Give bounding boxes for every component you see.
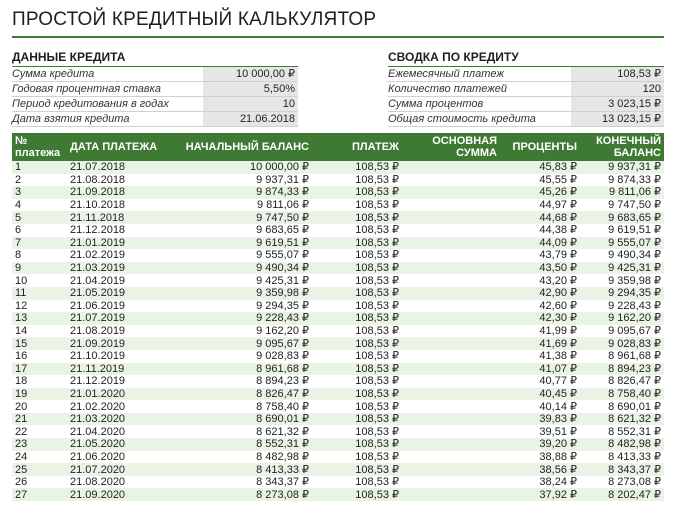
cell-interest[interactable]: 43,50 ₽ <box>500 262 580 275</box>
cell-end-balance[interactable]: 9 811,06 ₽ <box>580 186 664 199</box>
loan-date-input[interactable]: 21.06.2018 <box>203 112 298 126</box>
cell-number[interactable]: 9 <box>12 262 67 275</box>
cell-end-balance[interactable]: 8 621,32 ₽ <box>580 413 664 426</box>
cell-interest[interactable]: 38,56 ₽ <box>500 463 580 476</box>
cell-interest[interactable]: 43,20 ₽ <box>500 274 580 287</box>
cell-number[interactable]: 3 <box>12 186 67 199</box>
cell-interest[interactable]: 41,38 ₽ <box>500 350 580 363</box>
total-cost-label: Общая стоимость кредита <box>388 113 536 125</box>
cell-end-balance[interactable]: 9 683,65 ₽ <box>580 211 664 224</box>
cell-number[interactable]: 2 <box>12 174 67 187</box>
cell-principal[interactable] <box>402 300 500 313</box>
cell-end-balance[interactable]: 9 619,51 ₽ <box>580 224 664 237</box>
cell-start-balance[interactable]: 9 359,98 ₽ <box>162 287 312 300</box>
cell-payment[interactable]: 108,53 ₽ <box>312 488 402 501</box>
cell-payment[interactable]: 108,53 ₽ <box>312 274 402 287</box>
cell-interest[interactable]: 42,90 ₽ <box>500 287 580 300</box>
cell-number[interactable]: 11 <box>12 287 67 300</box>
cell-date[interactable]: 21.03.2020 <box>67 413 162 426</box>
cell-payment[interactable]: 108,53 ₽ <box>312 249 402 262</box>
cell-end-balance[interactable]: 9 162,20 ₽ <box>580 312 664 325</box>
table-row <box>12 363 664 376</box>
cell-interest[interactable]: 39,83 ₽ <box>500 413 580 426</box>
cell-start-balance[interactable]: 9 294,35 ₽ <box>162 300 312 313</box>
cell-date[interactable]: 21.03.2019 <box>67 262 162 275</box>
cell-interest[interactable]: 44,38 ₽ <box>500 224 580 237</box>
table-row <box>12 400 664 413</box>
cell-start-balance[interactable]: 9 162,20 ₽ <box>162 325 312 338</box>
cell-end-balance[interactable]: 9 294,35 ₽ <box>580 287 664 300</box>
cell-end-balance[interactable]: 9 228,43 ₽ <box>580 300 664 313</box>
cell-interest[interactable]: 38,88 ₽ <box>500 451 580 464</box>
cell-number[interactable]: 21 <box>12 413 67 426</box>
cell-interest[interactable]: 45,83 ₽ <box>500 161 580 174</box>
table-row <box>12 463 664 476</box>
cell-start-balance[interactable]: 8 552,31 ₽ <box>162 438 312 451</box>
cell-date[interactable]: 21.06.2019 <box>67 300 162 313</box>
cell-end-balance[interactable]: 8 482,98 ₽ <box>580 438 664 451</box>
table-row <box>12 476 664 489</box>
cell-payment[interactable]: 108,53 ₽ <box>312 375 402 388</box>
cell-payment[interactable]: 108,53 ₽ <box>312 463 402 476</box>
cell-payment[interactable]: 108,53 ₽ <box>312 388 402 401</box>
cell-end-balance[interactable]: 9 490,34 ₽ <box>580 249 664 262</box>
payment-schedule-table <box>12 133 664 501</box>
cell-payment[interactable]: 108,53 ₽ <box>312 199 402 212</box>
cell-principal[interactable] <box>402 337 500 350</box>
cell-date[interactable]: 21.04.2020 <box>67 425 162 438</box>
loan-period-input[interactable]: 10 <box>203 97 298 111</box>
cell-date[interactable]: 21.05.2019 <box>67 287 162 300</box>
cell-start-balance[interactable]: 9 937,31 ₽ <box>162 174 312 187</box>
cell-payment[interactable]: 108,53 ₽ <box>312 325 402 338</box>
cell-date[interactable]: 21.08.2018 <box>67 174 162 187</box>
cell-number[interactable]: 18 <box>12 375 67 388</box>
cell-number[interactable]: 13 <box>12 312 67 325</box>
cell-principal[interactable] <box>402 388 500 401</box>
cell-principal[interactable] <box>402 375 500 388</box>
cell-start-balance[interactable]: 9 747,50 ₽ <box>162 211 312 224</box>
cell-number[interactable]: 16 <box>12 350 67 363</box>
cell-interest[interactable]: 42,60 ₽ <box>500 300 580 313</box>
cell-end-balance[interactable]: 8 961,68 ₽ <box>580 350 664 363</box>
cell-principal[interactable] <box>402 325 500 338</box>
cell-interest[interactable]: 40,77 ₽ <box>500 375 580 388</box>
table-row <box>12 388 664 401</box>
cell-interest[interactable]: 42,30 ₽ <box>500 312 580 325</box>
col-header-principal[interactable]: ОСНОВНАЯ СУММА <box>402 133 500 161</box>
cell-principal[interactable] <box>402 451 500 464</box>
cell-payment[interactable]: 108,53 ₽ <box>312 224 402 237</box>
cell-payment[interactable]: 108,53 ₽ <box>312 174 402 187</box>
cell-end-balance[interactable]: 8 202,47 ₽ <box>580 488 664 501</box>
cell-interest[interactable]: 44,09 ₽ <box>500 237 580 250</box>
cell-interest[interactable]: 41,69 ₽ <box>500 337 580 350</box>
cell-number[interactable]: 26 <box>12 476 67 489</box>
loan-amount-row <box>12 67 298 82</box>
cell-principal[interactable] <box>402 287 500 300</box>
loan-summary-heading: СВОДКА ПО КРЕДИТУ <box>388 50 664 67</box>
cell-number[interactable]: 20 <box>12 400 67 413</box>
cell-start-balance[interactable]: 9 028,83 ₽ <box>162 350 312 363</box>
cell-payment[interactable]: 108,53 ₽ <box>312 413 402 426</box>
cell-principal[interactable] <box>402 413 500 426</box>
cell-interest[interactable]: 43,79 ₽ <box>500 249 580 262</box>
cell-payment[interactable]: 108,53 ₽ <box>312 425 402 438</box>
cell-start-balance[interactable]: 9 811,06 ₽ <box>162 199 312 212</box>
cell-start-balance[interactable]: 8 482,98 ₽ <box>162 451 312 464</box>
cell-start-balance[interactable]: 8 894,23 ₽ <box>162 375 312 388</box>
cell-principal[interactable] <box>402 237 500 250</box>
col-header-date[interactable]: ДАТА ПЛАТЕЖА <box>67 133 162 161</box>
cell-payment[interactable]: 108,53 ₽ <box>312 438 402 451</box>
cell-principal[interactable] <box>402 224 500 237</box>
cell-number[interactable]: 6 <box>12 224 67 237</box>
cell-end-balance[interactable]: 9 095,67 ₽ <box>580 325 664 338</box>
cell-number[interactable]: 22 <box>12 425 67 438</box>
table-row <box>12 211 664 224</box>
table-row <box>12 186 664 199</box>
cell-principal[interactable] <box>402 174 500 187</box>
cell-payment[interactable]: 108,53 ₽ <box>312 211 402 224</box>
table-row <box>12 249 664 262</box>
table-row <box>12 425 664 438</box>
cell-end-balance[interactable]: 8 758,40 ₽ <box>580 388 664 401</box>
cell-date[interactable]: 21.04.2019 <box>67 274 162 287</box>
cell-end-balance[interactable]: 9 425,31 ₽ <box>580 262 664 275</box>
cell-date[interactable]: 21.12.2019 <box>67 375 162 388</box>
cell-number[interactable]: 7 <box>12 237 67 250</box>
cell-interest[interactable]: 40,14 ₽ <box>500 400 580 413</box>
cell-number[interactable]: 15 <box>12 337 67 350</box>
cell-principal[interactable] <box>402 161 500 174</box>
loan-period-row <box>12 97 298 112</box>
table-row <box>12 337 664 350</box>
cell-date[interactable]: 21.10.2019 <box>67 350 162 363</box>
cell-number[interactable]: 24 <box>12 451 67 464</box>
interest-rate-row <box>12 82 298 97</box>
cell-date[interactable]: 21.06.2020 <box>67 451 162 464</box>
cell-start-balance[interactable]: 8 621,32 ₽ <box>162 425 312 438</box>
total-cost-row <box>388 112 664 127</box>
cell-principal[interactable] <box>402 211 500 224</box>
cell-start-balance[interactable]: 9 490,34 ₽ <box>162 262 312 275</box>
table-row <box>12 300 664 313</box>
table-row <box>12 488 664 501</box>
cell-end-balance[interactable]: 8 413,33 ₽ <box>580 451 664 464</box>
cell-start-balance[interactable]: 9 683,65 ₽ <box>162 224 312 237</box>
cell-interest[interactable]: 38,24 ₽ <box>500 476 580 489</box>
cell-date[interactable]: 21.02.2020 <box>67 400 162 413</box>
cell-payment[interactable]: 108,53 ₽ <box>312 312 402 325</box>
cell-start-balance[interactable]: 8 343,37 ₽ <box>162 476 312 489</box>
cell-number[interactable]: 17 <box>12 363 67 376</box>
cell-number[interactable]: 1 <box>12 161 67 174</box>
cell-principal[interactable] <box>402 363 500 376</box>
cell-end-balance[interactable]: 8 690,01 ₽ <box>580 400 664 413</box>
cell-principal[interactable] <box>402 438 500 451</box>
cell-principal[interactable] <box>402 249 500 262</box>
cell-interest[interactable]: 44,68 ₽ <box>500 211 580 224</box>
cell-payment[interactable]: 108,53 ₽ <box>312 287 402 300</box>
cell-date[interactable]: 21.09.2019 <box>67 337 162 350</box>
cell-payment[interactable]: 108,53 ₽ <box>312 237 402 250</box>
cell-payment[interactable]: 108,53 ₽ <box>312 363 402 376</box>
cell-payment[interactable]: 108,53 ₽ <box>312 300 402 313</box>
cell-principal[interactable] <box>402 186 500 199</box>
page-title: ПРОСТОЙ КРЕДИТНЫЙ КАЛЬКУЛЯТОР <box>12 9 377 30</box>
payment-count-row <box>388 82 664 97</box>
cell-date[interactable]: 21.01.2019 <box>67 237 162 250</box>
table-row <box>12 237 664 250</box>
cell-end-balance[interactable]: 9 359,98 ₽ <box>580 274 664 287</box>
cell-number[interactable]: 10 <box>12 274 67 287</box>
cell-principal[interactable] <box>402 400 500 413</box>
payment-schedule-body <box>12 161 664 501</box>
monthly-payment-label: Ежемесячный платеж <box>388 68 504 80</box>
cell-start-balance[interactable]: 9 874,33 ₽ <box>162 186 312 199</box>
cell-payment[interactable]: 108,53 ₽ <box>312 262 402 275</box>
col-header-start-balance[interactable]: НАЧАЛЬНЫЙ БАЛАНС <box>162 133 312 161</box>
cell-payment[interactable]: 108,53 ₽ <box>312 337 402 350</box>
table-row <box>12 262 664 275</box>
cell-payment[interactable]: 108,53 ₽ <box>312 186 402 199</box>
cell-interest[interactable]: 45,55 ₽ <box>500 174 580 187</box>
table-row <box>12 325 664 338</box>
cell-start-balance[interactable]: 8 690,01 ₽ <box>162 413 312 426</box>
cell-date[interactable]: 21.05.2020 <box>67 438 162 451</box>
cell-principal[interactable] <box>402 488 500 501</box>
cell-end-balance[interactable]: 8 826,47 ₽ <box>580 375 664 388</box>
cell-interest[interactable]: 40,45 ₽ <box>500 388 580 401</box>
table-row <box>12 413 664 426</box>
cell-interest[interactable]: 39,20 ₽ <box>500 438 580 451</box>
cell-interest[interactable]: 45,26 ₽ <box>500 186 580 199</box>
table-header-row <box>12 133 664 161</box>
cell-date[interactable]: 21.10.2018 <box>67 199 162 212</box>
cell-end-balance[interactable]: 8 273,08 ₽ <box>580 476 664 489</box>
total-interest-label: Сумма процентов <box>388 98 484 110</box>
cell-end-balance[interactable]: 9 555,07 ₽ <box>580 237 664 250</box>
table-row <box>12 224 664 237</box>
cell-principal[interactable] <box>402 476 500 489</box>
table-row <box>12 199 664 212</box>
cell-start-balance[interactable]: 8 413,33 ₽ <box>162 463 312 476</box>
cell-payment[interactable]: 108,53 ₽ <box>312 350 402 363</box>
cell-number[interactable]: 5 <box>12 211 67 224</box>
cell-number[interactable]: 19 <box>12 388 67 401</box>
cell-principal[interactable] <box>402 425 500 438</box>
table-row <box>12 287 664 300</box>
loan-date-row <box>12 112 298 127</box>
cell-payment[interactable]: 108,53 ₽ <box>312 451 402 464</box>
cell-start-balance[interactable]: 8 961,68 ₽ <box>162 363 312 376</box>
col-header-payment[interactable]: ПЛАТЕЖ <box>312 133 402 161</box>
table-row <box>12 438 664 451</box>
cell-payment[interactable]: 108,53 ₽ <box>312 476 402 489</box>
cell-principal[interactable] <box>402 274 500 287</box>
table-row <box>12 161 664 174</box>
loan-data-heading: ДАННЫЕ КРЕДИТА <box>12 50 298 67</box>
cell-start-balance[interactable]: 9 425,31 ₽ <box>162 274 312 287</box>
cell-start-balance[interactable]: 9 555,07 ₽ <box>162 249 312 262</box>
cell-date[interactable]: 21.02.2019 <box>67 249 162 262</box>
payment-count-label: Количество платежей <box>388 83 508 95</box>
cell-end-balance[interactable]: 8 552,31 ₽ <box>580 425 664 438</box>
payment-count-value: 120 <box>571 82 664 96</box>
cell-date[interactable]: 21.11.2018 <box>67 211 162 224</box>
loan-data-panel <box>12 50 298 127</box>
total-interest-row <box>388 97 664 112</box>
cell-principal[interactable] <box>402 312 500 325</box>
monthly-payment-value: 108,53 ₽ <box>571 67 664 81</box>
col-header-number[interactable]: № платежа <box>12 133 67 161</box>
cell-start-balance[interactable]: 8 758,40 ₽ <box>162 400 312 413</box>
loan-amount-label: Сумма кредита <box>12 68 95 80</box>
cell-interest[interactable]: 41,99 ₽ <box>500 325 580 338</box>
loan-amount-input[interactable]: 10 000,00 ₽ <box>203 67 298 81</box>
cell-date[interactable]: 21.01.2020 <box>67 388 162 401</box>
cell-end-balance[interactable]: 9 028,83 ₽ <box>580 337 664 350</box>
cell-date[interactable]: 21.07.2019 <box>67 312 162 325</box>
cell-end-balance[interactable]: 9 874,33 ₽ <box>580 174 664 187</box>
cell-payment[interactable]: 108,53 ₽ <box>312 400 402 413</box>
cell-number[interactable]: 8 <box>12 249 67 262</box>
cell-number[interactable]: 25 <box>12 463 67 476</box>
cell-start-balance[interactable]: 9 619,51 ₽ <box>162 237 312 250</box>
cell-number[interactable]: 14 <box>12 325 67 338</box>
cell-date[interactable]: 21.09.2018 <box>67 186 162 199</box>
cell-interest[interactable]: 39,51 ₽ <box>500 425 580 438</box>
cell-end-balance[interactable]: 9 937,31 ₽ <box>580 161 664 174</box>
table-row <box>12 274 664 287</box>
cell-number[interactable]: 4 <box>12 199 67 212</box>
cell-date[interactable]: 21.07.2020 <box>67 463 162 476</box>
col-header-end-balance[interactable]: КОНЕЧНЫЙ БАЛАНС <box>580 133 664 161</box>
cell-payment[interactable]: 108,53 ₽ <box>312 161 402 174</box>
cell-interest[interactable]: 41,07 ₽ <box>500 363 580 376</box>
cell-date[interactable]: 21.07.2018 <box>67 161 162 174</box>
table-row <box>12 174 664 187</box>
cell-principal[interactable] <box>402 463 500 476</box>
interest-rate-input[interactable]: 5,50% <box>203 82 298 96</box>
cell-end-balance[interactable]: 8 894,23 ₽ <box>580 363 664 376</box>
cell-principal[interactable] <box>402 262 500 275</box>
total-interest-value: 3 023,15 ₽ <box>571 97 664 111</box>
loan-period-label: Период кредитования в годах <box>12 98 169 110</box>
table-row <box>12 451 664 464</box>
cell-date[interactable]: 21.08.2019 <box>67 325 162 338</box>
cell-start-balance[interactable]: 9 095,67 ₽ <box>162 337 312 350</box>
interest-rate-label: Годовая процентная ставка <box>12 83 161 95</box>
table-row <box>12 375 664 388</box>
title-divider <box>12 36 664 38</box>
cell-date[interactable]: 21.12.2018 <box>67 224 162 237</box>
cell-date[interactable]: 21.11.2019 <box>67 363 162 376</box>
cell-interest[interactable]: 44,97 ₽ <box>500 199 580 212</box>
cell-start-balance[interactable]: 9 228,43 ₽ <box>162 312 312 325</box>
cell-interest[interactable]: 37,92 ₽ <box>500 488 580 501</box>
cell-date[interactable]: 21.08.2020 <box>67 476 162 489</box>
table-row <box>12 350 664 363</box>
cell-date[interactable]: 21.09.2020 <box>67 488 162 501</box>
cell-number[interactable]: 27 <box>12 488 67 501</box>
cell-number[interactable]: 23 <box>12 438 67 451</box>
table-row <box>12 312 664 325</box>
cell-end-balance[interactable]: 8 343,37 ₽ <box>580 463 664 476</box>
total-cost-value: 13 023,15 ₽ <box>571 112 664 126</box>
col-header-interest[interactable]: ПРОЦЕНТЫ <box>500 133 580 161</box>
cell-end-balance[interactable]: 9 747,50 ₽ <box>580 199 664 212</box>
cell-number[interactable]: 12 <box>12 300 67 313</box>
monthly-payment-row <box>388 67 664 82</box>
loan-date-label: Дата взятия кредита <box>12 113 130 125</box>
cell-principal[interactable] <box>402 199 500 212</box>
cell-start-balance[interactable]: 10 000,00 ₽ <box>162 161 312 174</box>
cell-principal[interactable] <box>402 350 500 363</box>
cell-start-balance[interactable]: 8 273,08 ₽ <box>162 488 312 501</box>
cell-start-balance[interactable]: 8 826,47 ₽ <box>162 388 312 401</box>
loan-summary-panel <box>388 50 664 127</box>
